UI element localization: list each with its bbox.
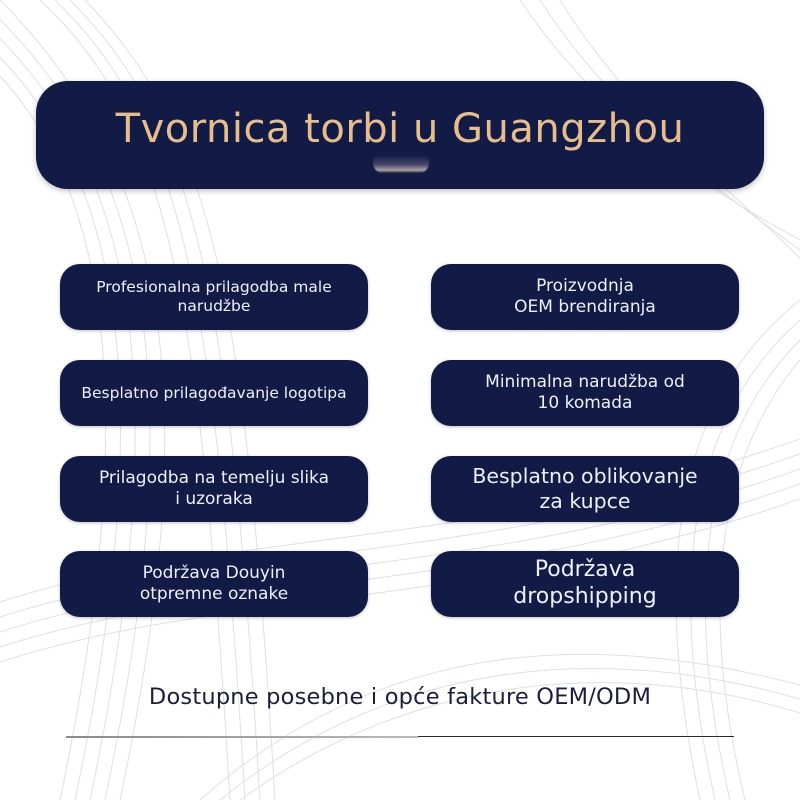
feature-line: i uzoraka: [175, 489, 253, 509]
feature-douyin-labels: [60, 551, 368, 617]
feature-free-logo-customization: [60, 360, 368, 426]
feature-line: dropshipping: [513, 584, 657, 609]
feature-line: narudžbe: [177, 297, 251, 315]
feature-oem-branding: [431, 264, 739, 330]
feature-line: Besplatno oblikovanje: [472, 464, 698, 488]
feature-line: 10 komada: [537, 393, 633, 413]
feature-line: Podržava: [534, 557, 636, 583]
footer-divider-left: [66, 736, 418, 738]
feature-free-design: [431, 456, 739, 522]
feature-line: OEM brendiranja: [514, 297, 656, 317]
feature-line: Prilagodba na temelju slika: [98, 468, 330, 489]
feature-minimum-order: [431, 360, 739, 426]
title-banner: [36, 81, 764, 189]
feature-line: Profesionalna prilagodba male: [96, 278, 332, 297]
feature-image-sample-customization: [60, 456, 368, 522]
feature-dropshipping: [431, 551, 739, 617]
feature-line: otpremne oznake: [139, 584, 289, 604]
invoice-note: Dostupne posebne i opće fakture OEM/ODM: [148, 684, 652, 710]
footer-divider-right: [418, 736, 734, 737]
page-title: Tvornica torbi u Guangzhou: [115, 106, 685, 152]
feature-line: za kupce: [539, 489, 631, 513]
feature-line: Besplatno prilagođavanje logotipa: [81, 383, 347, 402]
feature-small-order-customization: [60, 264, 368, 330]
feature-line: Minimalna narudžba od: [485, 372, 685, 393]
feature-line: Proizvodnja: [536, 276, 634, 297]
feature-line: Podržava Douyin: [142, 563, 286, 584]
banner-glint-decoration: [373, 155, 429, 173]
